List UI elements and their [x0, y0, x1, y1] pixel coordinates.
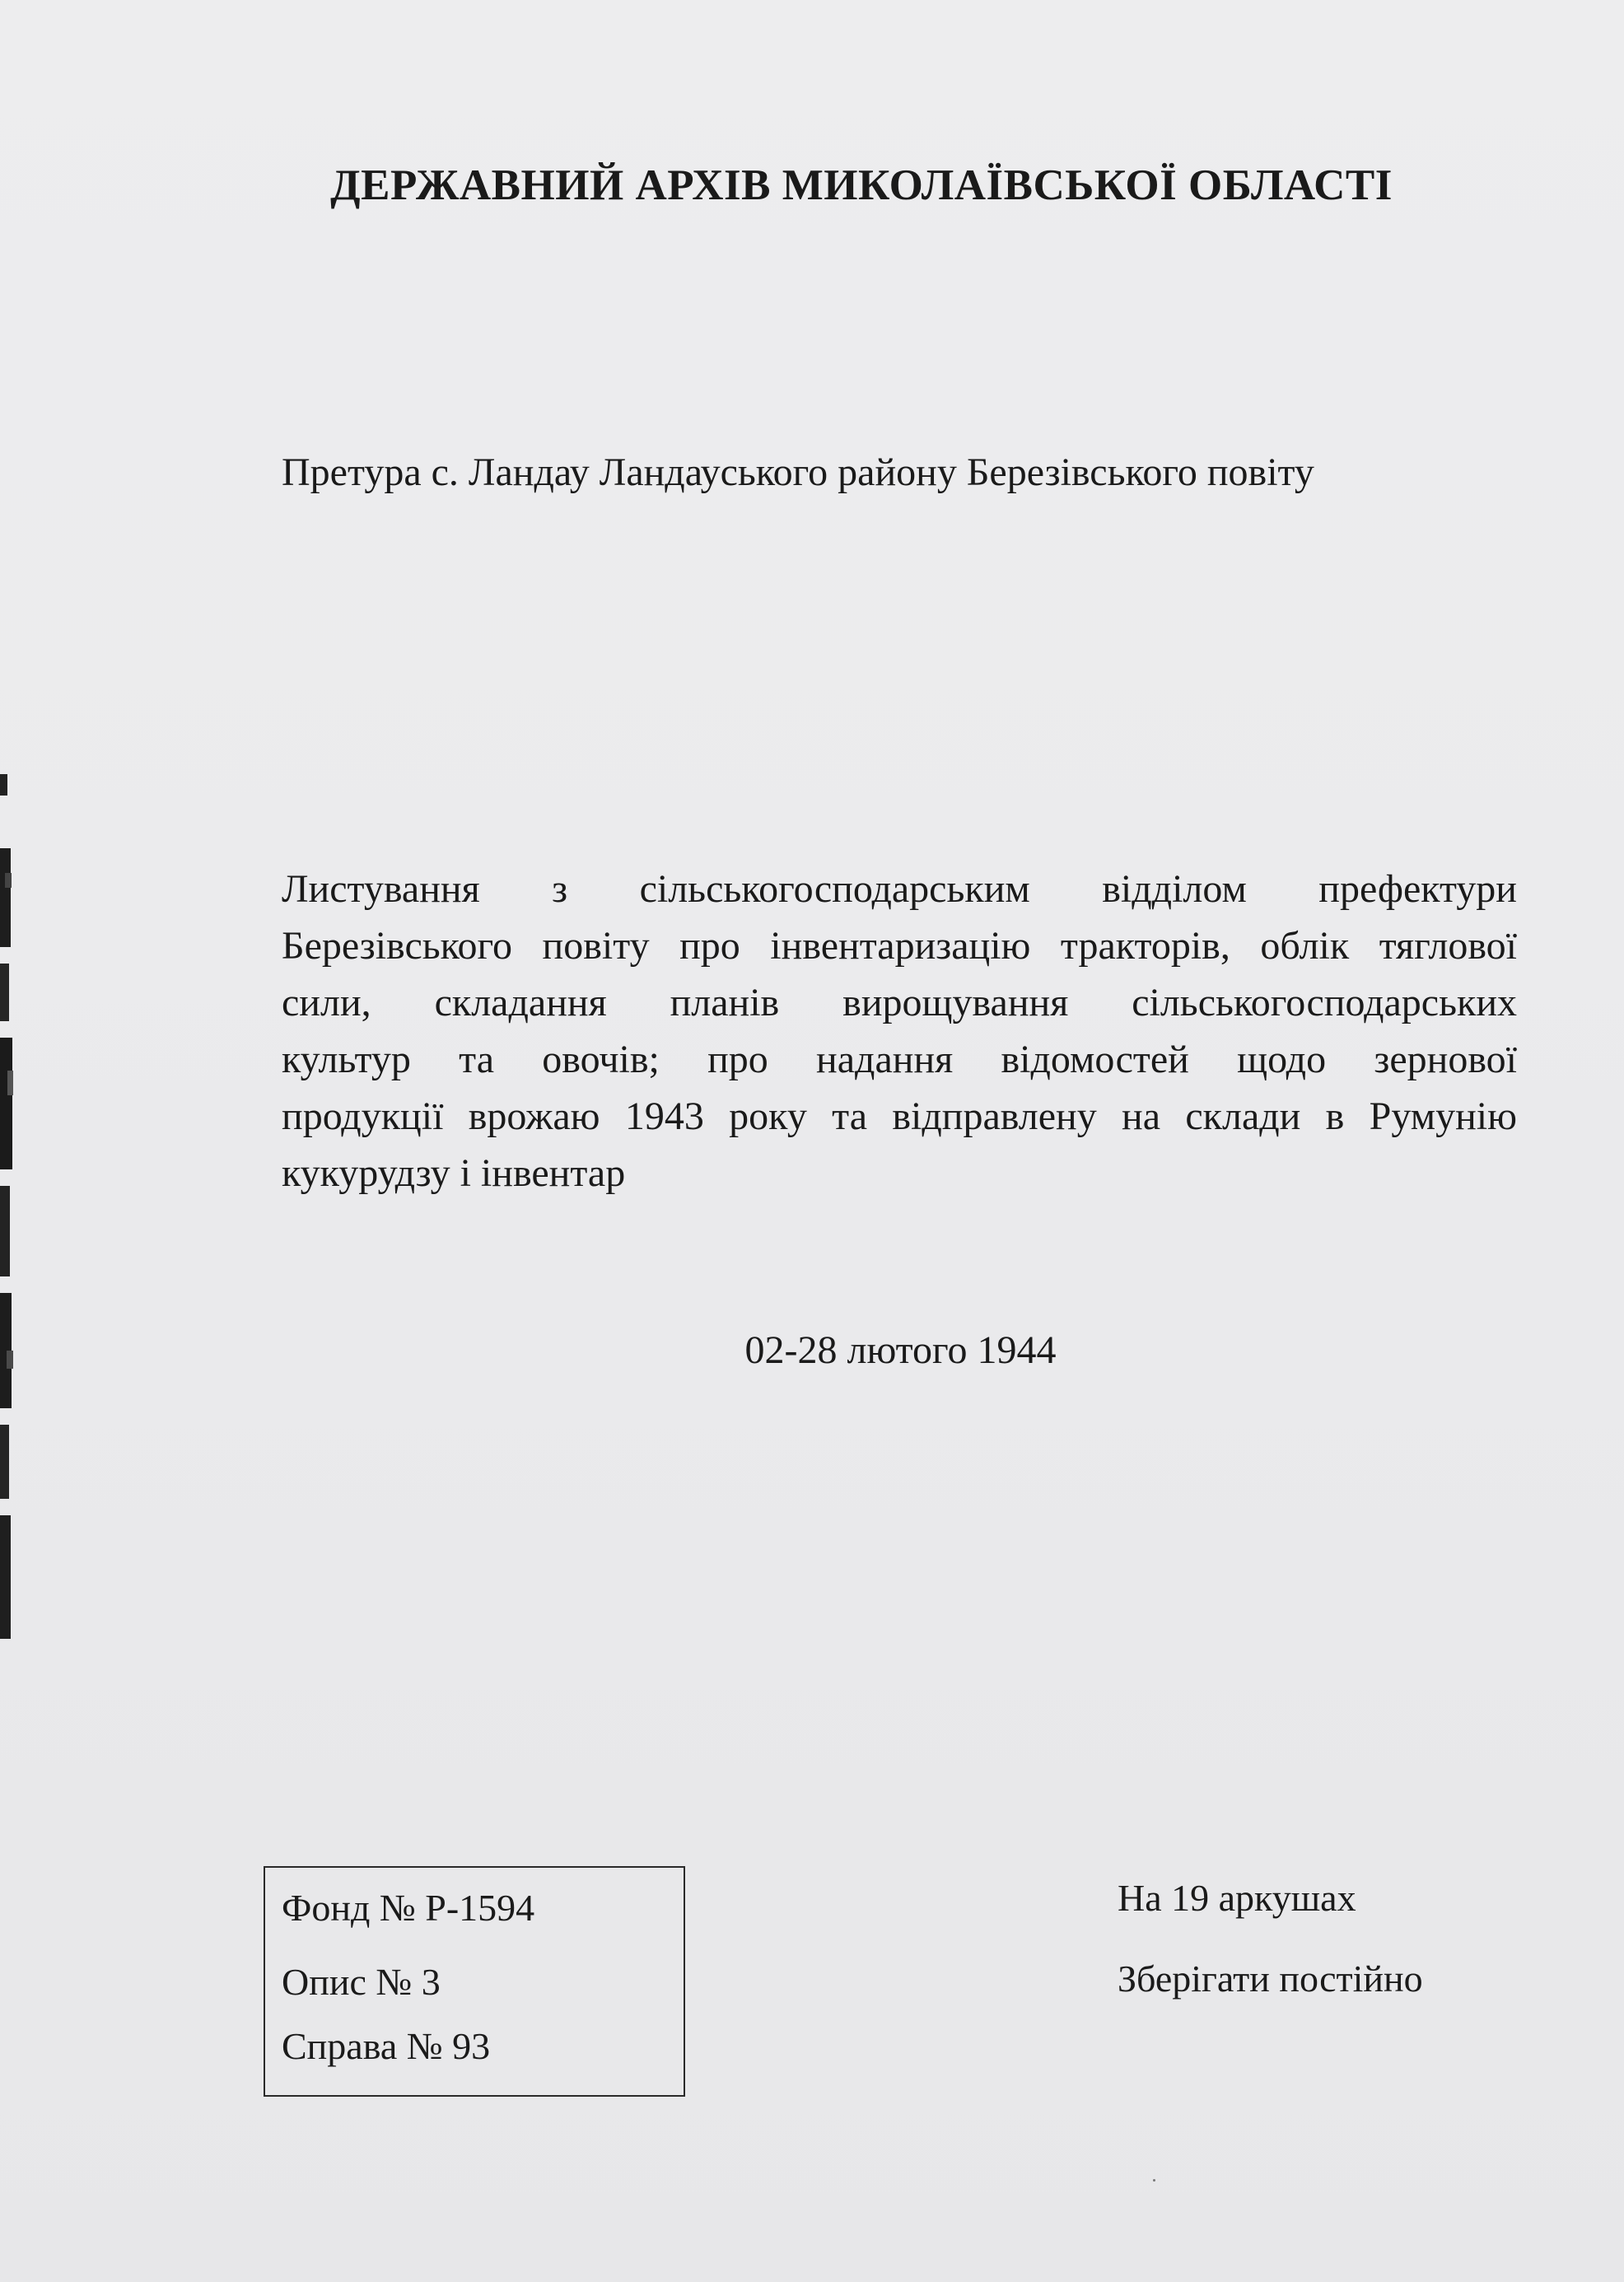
description-line: Березівського повіту про інвентаризацію тракторів, облік тяглової: [282, 924, 1517, 968]
institution-name: Претура с. Ландау Ландауського району Березівського повіту: [282, 450, 1314, 494]
description-line: сили, складання планів вирощування сільськогосподарських: [282, 981, 1517, 1024]
paper-speck: [1153, 2179, 1155, 2182]
case-description: [282, 861, 1517, 1202]
description-line: кукурудзу і інвентар: [282, 1151, 626, 1195]
description-line: продукції врожаю 1943 року та відправлену на склади в Румунію: [282, 1094, 1517, 1138]
archive-reference-box: [264, 1866, 685, 2097]
fond-number: Фонд № Р-1594: [282, 1887, 535, 1929]
description-line: Листування з сільськогосподарським відділом префектури: [282, 867, 1517, 911]
date-range: 02-28 лютого 1944: [744, 1328, 1057, 1372]
archive-name-heading: ДЕРЖАВНИЙ АРХІВ МИКОЛАЇВСЬКОЇ ОБЛАСТІ: [330, 161, 1393, 209]
sheets-count: На 19 аркушах: [1118, 1877, 1356, 1919]
binding-edge-marks: [0, 774, 18, 1639]
retention-note: Зберігати постійно: [1118, 1958, 1423, 2000]
sprava-number: Справа № 93: [282, 2025, 491, 2067]
description-line: культур та овочів; про надання відомостей щодо зернової: [282, 1038, 1517, 1081]
opys-number: Опис № 3: [282, 1961, 441, 2003]
